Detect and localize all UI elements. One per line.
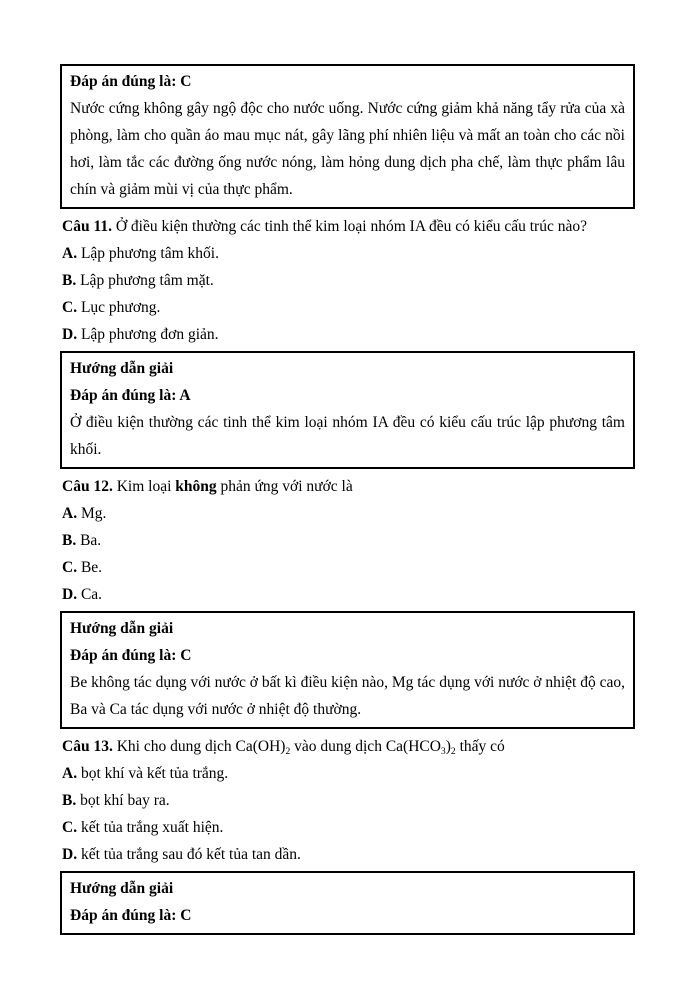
question-11-option-d	[62, 321, 635, 348]
option-label: D.	[62, 846, 78, 863]
option-text: kết tủa trắng xuất hiện.	[77, 819, 224, 836]
question-13-text: thấy có	[455, 738, 505, 755]
question-12	[60, 473, 635, 608]
question-11-number: Câu 11.	[62, 218, 112, 235]
question-12-option-c	[62, 554, 635, 581]
option-label: D.	[62, 326, 78, 343]
option-label: B.	[62, 272, 77, 289]
question-11-option-a	[62, 240, 635, 267]
option-text: Mg.	[77, 505, 107, 522]
option-label: B.	[62, 792, 77, 809]
solution-heading	[70, 355, 625, 382]
solution-box-previous	[60, 64, 635, 209]
question-12-text-after: phản ứng với nước là	[216, 478, 353, 495]
option-text: Lập phương tâm khối.	[77, 245, 219, 262]
chemical-subscript: 2	[285, 745, 291, 757]
correct-answer-text: Đáp án đúng là: C	[70, 907, 192, 924]
solution-heading	[70, 615, 625, 642]
question-11-option-b	[62, 267, 635, 294]
correct-answer-line	[70, 902, 625, 929]
solution-heading-text: Hướng dẫn giải	[70, 360, 174, 377]
question-12-number: Câu 12.	[62, 478, 113, 495]
option-label: A.	[62, 765, 78, 782]
solution-explanation: Be không tác dụng với nước ở bất kì điều kiện nào, Mg tác dụng với nước ở nhiệt độ cao, Ba và Ca tác dụng với nước ở nhiệt độ thường.	[70, 674, 625, 718]
correct-answer-text: Đáp án đúng là: A	[70, 387, 191, 404]
correct-answer-line	[70, 68, 625, 95]
question-12-option-b	[62, 527, 635, 554]
option-text: bọt khí và kết tủa trắng.	[77, 765, 229, 782]
solution-explanation: Nước cứng không gây ngộ độc cho nước uống. Nước cứng giảm khả năng tẩy rửa của xà phòng, làm cho quần áo mau mục nát, gây lãng phí nhiên liệu và mất an toàn cho các nồi hơi, làm tắc các đường ống nước nóng, làm hỏng dung dịch pha chế, làm thực phẩm lâu chín và giảm mùi vị của thực phẩm.	[70, 100, 625, 198]
option-text: Ca.	[77, 586, 103, 603]
solution-box-q13	[60, 871, 635, 935]
option-text: Be.	[77, 559, 103, 576]
question-13-option-c	[62, 814, 635, 841]
question-12-option-a	[62, 500, 635, 527]
question-11-title	[62, 213, 635, 240]
question-13	[60, 733, 635, 868]
question-12-text-before: Kim loại	[112, 478, 176, 495]
question-11	[60, 213, 635, 348]
question-12-option-d	[62, 581, 635, 608]
solution-box-q11	[60, 351, 635, 469]
question-11-text: Ở điều kiện thường các tinh thể kim loại nhóm IA đều có kiểu cấu trúc nào?	[111, 218, 587, 235]
option-label: A.	[62, 505, 78, 522]
option-label: B.	[62, 532, 77, 549]
question-13-option-a	[62, 760, 635, 787]
option-text: Lập phương tâm mặt.	[76, 272, 214, 289]
question-13-title	[62, 733, 635, 760]
correct-answer-text: Đáp án đúng là: C	[70, 647, 192, 664]
option-text: Lập phương đơn giản.	[77, 326, 219, 343]
solution-heading	[70, 875, 625, 902]
correct-answer-line	[70, 382, 625, 409]
option-text: bọt khí bay ra.	[76, 792, 170, 809]
question-13-number: Câu 13.	[62, 738, 113, 755]
option-label: A.	[62, 245, 78, 262]
option-text: Ba.	[76, 532, 102, 549]
option-label: C.	[62, 299, 78, 316]
question-12-bold-word: không	[175, 478, 217, 495]
correct-answer-text: Đáp án đúng là: C	[70, 73, 192, 90]
correct-answer-line	[70, 642, 625, 669]
question-13-text: )	[445, 738, 451, 755]
question-13-text: Khi cho dung dịch Ca(OH)	[112, 738, 286, 755]
solution-explanation: Ở điều kiện thường các tinh thể kim loại nhóm IA đều có kiểu cấu trúc lập phương tâm khối.	[70, 414, 625, 458]
option-text: kết tủa trắng sau đó kết tủa tan dần.	[77, 846, 301, 863]
question-13-text: vào dung dịch Ca(HCO	[290, 738, 441, 755]
question-11-option-c	[62, 294, 635, 321]
question-13-option-d	[62, 841, 635, 868]
option-label: C.	[62, 559, 78, 576]
option-text: Lục phương.	[77, 299, 161, 316]
option-label: C.	[62, 819, 78, 836]
chemical-subscript: 3	[440, 745, 446, 757]
option-label: D.	[62, 586, 78, 603]
solution-heading-text: Hướng dẫn giải	[70, 880, 174, 897]
chemical-subscript: 2	[450, 745, 456, 757]
solution-box-q12	[60, 611, 635, 729]
question-12-title	[62, 473, 635, 500]
question-13-option-b	[62, 787, 635, 814]
solution-heading-text: Hướng dẫn giải	[70, 620, 174, 637]
